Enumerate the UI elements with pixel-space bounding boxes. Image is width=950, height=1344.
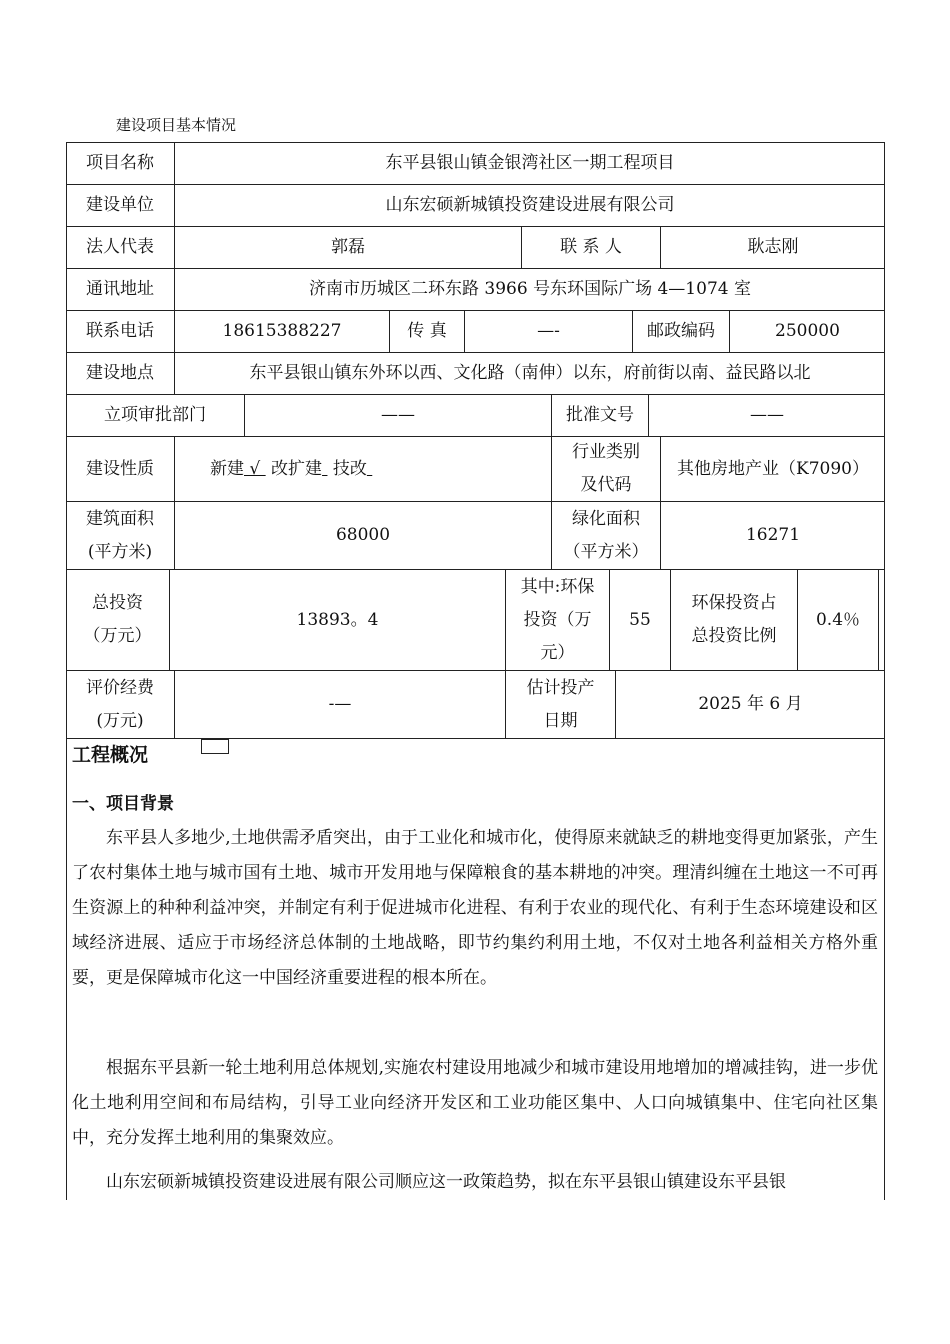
industry-label-line1: 行业类别 bbox=[572, 442, 640, 462]
industry-label bbox=[552, 437, 661, 501]
phone-value: 18615388227 bbox=[175, 311, 390, 352]
row-investment bbox=[66, 569, 885, 670]
unit-label: 建设单位 bbox=[66, 185, 175, 226]
eval-cost-label-line1: 评价经费 bbox=[86, 677, 154, 698]
floor-area-label-line1: 建筑面积 bbox=[86, 508, 154, 529]
legal-rep-label: 法人代表 bbox=[66, 227, 175, 268]
paragraph-1: 东平县人多地少,土地供需矛盾突出，由于工业化和城市化，使得原来就缺乏的耕地变得更加紧张，产生了农村集体土地与城市国有土地、城市开发用地与保障粮食的基本耕地的冲突。理清纠缠在土地这一不可再生资源上的种种利益冲突，并制定有利于促进城市化进程、有利于农业的现代化、有利于生态环境建设和区域经济进展、适应于市场经济总体制的土地战略，即节约集约利用土地，不仅对土地各利益相关方格外重要，更是保障城市化这一中国经济重要进程的根本所在。 bbox=[72, 828, 878, 988]
env-invest-value: 55 bbox=[610, 570, 671, 670]
env-invest-label-line3: 元） bbox=[540, 642, 575, 663]
floor-area-label bbox=[66, 502, 175, 569]
production-value: 2025 年 6 月 bbox=[698, 694, 803, 714]
invest-value: 13893。4 bbox=[170, 570, 506, 670]
nature-expand: 改扩建 bbox=[265, 458, 323, 479]
row-construction-unit bbox=[66, 184, 885, 226]
row-address bbox=[66, 268, 885, 310]
project-name-label: 项目名称 bbox=[66, 142, 175, 184]
legal-rep-value: 郭磊 bbox=[175, 227, 522, 268]
nature-label: 建设性质 bbox=[66, 437, 175, 501]
nature-tech: 技改 bbox=[327, 458, 367, 479]
invest-label-line1: 总投资 bbox=[92, 593, 143, 613]
env-invest-label-line1: 其中:环保 bbox=[520, 576, 595, 597]
industry-value: 其他房地产业（K7090） bbox=[677, 458, 869, 479]
overview-divider bbox=[66, 738, 885, 739]
overview-box-mark bbox=[201, 739, 229, 754]
row-eval-cost bbox=[66, 670, 885, 738]
postcode-label: 邮政编码 bbox=[633, 311, 730, 352]
floor-area-value: 68000 bbox=[175, 502, 552, 569]
production-label bbox=[506, 671, 616, 738]
nature-new: 新建 bbox=[210, 458, 244, 479]
fax-value: —- bbox=[465, 311, 633, 352]
address-label: 通讯地址 bbox=[66, 269, 175, 310]
green-area-label bbox=[552, 502, 661, 569]
overview-title: 工程概况 bbox=[72, 744, 149, 766]
eval-cost-label-line2: (万元) bbox=[96, 710, 144, 731]
production-label-line1: 估计投产 bbox=[526, 677, 595, 698]
contact-value: 耿志刚 bbox=[747, 237, 799, 257]
floor-area-label-line2: (平方米) bbox=[87, 541, 153, 562]
project-name-value: 东平县银山镇金银湾社区一期工程项目 bbox=[385, 152, 675, 173]
approval-dept-value: —— bbox=[245, 395, 552, 436]
eval-cost-label bbox=[66, 671, 175, 738]
approval-no-label: 批准文号 bbox=[552, 395, 649, 436]
eval-cost-value: -— bbox=[175, 671, 506, 738]
env-ratio-label-line2: 总投资比例 bbox=[691, 626, 777, 646]
nature-options bbox=[175, 437, 552, 501]
industry-label-line2: 及代码 bbox=[580, 475, 632, 495]
contact-label: 联 系 人 bbox=[522, 227, 661, 268]
green-area-label-line2: （平方米） bbox=[563, 541, 649, 562]
row-phone bbox=[66, 310, 885, 352]
location-label: 建设地点 bbox=[66, 353, 175, 394]
env-ratio-value: 0.4％ bbox=[798, 570, 879, 670]
paragraph-2: 根据东平县新一轮土地利用总体规划,实施农村建设用地减少和城市建设用地增加的增减挂钩，进一步优化土地利用空间和布局结构，引导工业向经济开发区和工业功能区集中、人口向城镇集中、住宅向社区集中，充分发挥土地利用的集聚效应。 bbox=[72, 1058, 878, 1148]
row-approval bbox=[66, 394, 885, 436]
green-area-label-line1: 绿化面积 bbox=[572, 508, 640, 529]
invest-label bbox=[66, 570, 170, 670]
form-caption: 建设项目基本情况 bbox=[116, 116, 237, 134]
row-nature bbox=[66, 436, 885, 501]
nature-checkmark: √ bbox=[244, 458, 266, 479]
nature-tech-blank bbox=[367, 453, 372, 486]
green-area-value: 16271 bbox=[745, 525, 801, 545]
fax-label: 传 真 bbox=[390, 311, 465, 352]
env-ratio-label-line1: 环保投资占 bbox=[691, 593, 777, 613]
row-legal-rep bbox=[66, 226, 885, 268]
address-value: 济南市历城区二环东路 3966 号东环国际广场 4—1074 室 bbox=[309, 279, 751, 299]
paragraph-3: 山东宏硕新城镇投资建设进展有限公司顺应这一政策趋势，拟在东平县银山镇建设东平县银 bbox=[106, 1172, 786, 1192]
row-project-name bbox=[66, 142, 885, 184]
phone-label: 联系电话 bbox=[66, 311, 175, 352]
env-invest-label bbox=[506, 570, 610, 670]
approval-dept-label: 立项审批部门 bbox=[66, 395, 245, 436]
row-location bbox=[66, 352, 885, 394]
production-label-line2: 日期 bbox=[543, 710, 578, 731]
location-value: 东平县银山镇东外环以西、文化路（南伸）以东，府前街以南、益民路以北 bbox=[249, 363, 811, 383]
section-title: 一、项目背景 bbox=[72, 794, 174, 814]
env-ratio-label bbox=[671, 570, 798, 670]
approval-no-value: —— bbox=[750, 405, 784, 425]
unit-value: 山东宏硕新城镇投资建设进展有限公司 bbox=[385, 195, 675, 215]
postcode-value: 250000 bbox=[775, 321, 840, 341]
env-invest-label-line2: 投资（万 bbox=[523, 609, 592, 630]
invest-label-line2: （万元） bbox=[83, 626, 152, 646]
row-area bbox=[66, 501, 885, 569]
